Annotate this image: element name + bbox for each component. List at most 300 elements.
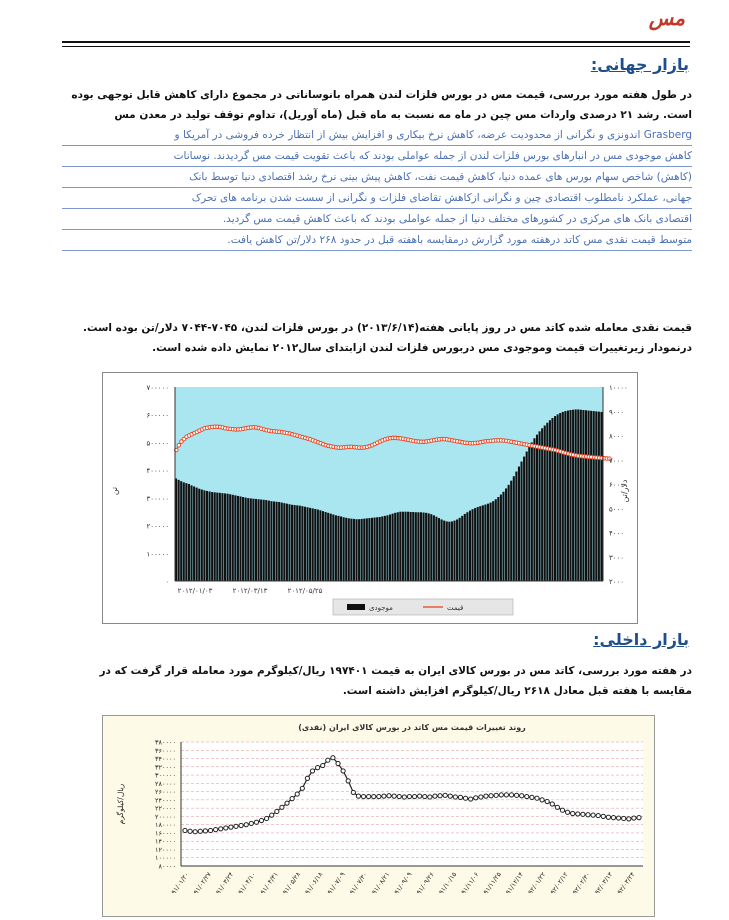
y-tick-label: ۱۶۰۰۰۰ [155, 829, 176, 838]
price-point [377, 794, 381, 798]
inventory-bar [523, 457, 525, 581]
price-point [305, 776, 309, 780]
inventory-bar [389, 514, 391, 581]
price-point [637, 816, 641, 820]
inventory-bar [258, 499, 260, 581]
y-tick-left-label: ۳۰۰۰۰۰ [146, 494, 169, 503]
price-point [275, 809, 279, 813]
inventory-bar [598, 412, 600, 581]
price-point [591, 813, 595, 817]
y-axis-title: ریال/کیلوگرم [116, 783, 125, 825]
inventory-bar [237, 496, 239, 581]
price-point [627, 817, 631, 821]
y-tick-left-label: ۱۰۰۰۰۰ [146, 550, 169, 559]
price-point [392, 794, 396, 798]
inventory-bar [239, 496, 241, 581]
price-point [402, 795, 406, 799]
inventory-bar [234, 495, 236, 581]
inventory-bar [559, 413, 561, 581]
paragraph-line: کاهش موجودی مس در انبارهای بورس فلزات لندن از جمله عواملی بودند که باعث تقویت قیمت مس گردیدند. نوسانات [62, 146, 692, 167]
x-tick-label: ۹۲/۰۲/۱۲ [548, 870, 570, 896]
x-tick-label: ۹۱/۰۹/۰۹ [392, 870, 414, 896]
y-tick-label: ۲۲۰۰۰۰ [155, 804, 176, 813]
price-point [489, 794, 493, 798]
y-tick-label: ۲۸۰۰۰۰ [155, 779, 176, 788]
inventory-bar [505, 488, 507, 581]
inventory-bar [536, 435, 538, 581]
y-tick-right-label: ۱۰۰۰۰ [609, 384, 628, 392]
inventory-bar [180, 481, 182, 581]
price-point [550, 802, 554, 806]
plot-area [181, 742, 643, 866]
price-point [326, 758, 330, 762]
inventory-bar [441, 519, 443, 581]
price-point [438, 794, 442, 798]
price-point [259, 818, 263, 822]
x-tick-label: ۹۱/۰۱/۲۰ [169, 870, 191, 896]
inventory-bar [314, 509, 316, 581]
world-market-paragraph-blue [62, 105, 692, 251]
price-point [341, 769, 345, 773]
inventory-bar [394, 513, 396, 581]
inventory-bar [183, 482, 185, 581]
inventory-bar [214, 492, 216, 581]
inventory-bar [299, 506, 301, 581]
inventory-bar [325, 512, 327, 581]
x-tick-label: ۹۲/۰۳/۱۳ [593, 870, 615, 896]
inventory-bar [466, 512, 468, 581]
inventory-bar [386, 515, 388, 581]
inventory-bar [588, 411, 590, 581]
inventory-bar [435, 517, 437, 581]
x-tick-label: ۹۱/۰۴/۳۱ [258, 870, 280, 896]
inventory-bar [242, 497, 244, 581]
inventory-bar [203, 490, 205, 581]
x-tick-label: ۹۱/۰۴/۱۰ [236, 870, 258, 896]
domestic-market-paragraph [62, 661, 692, 701]
price-point [540, 798, 544, 802]
y-tick-label: ۱۴۰۰۰۰ [155, 837, 176, 846]
inventory-bar [306, 507, 308, 581]
inventory-bar [438, 518, 440, 581]
price-point [428, 795, 432, 799]
inventory-bar [590, 411, 592, 581]
inventory-bar [572, 410, 574, 581]
inventory-bar [255, 499, 257, 581]
y-tick-label: ۲۶۰۰۰۰ [155, 788, 176, 797]
price-point [234, 824, 238, 828]
inventory-bar [322, 511, 324, 581]
inventory-bar [247, 498, 249, 581]
inventory-bar [270, 501, 272, 581]
inventory-bar [229, 494, 231, 581]
price-point [433, 794, 437, 798]
price-point [596, 813, 600, 817]
chart-title: روند تغییرات قیمت مس کاتد در بورس کالای ایران (نقدی) [298, 723, 526, 732]
inventory-bar [317, 510, 319, 582]
y-axis-left-title: تن [110, 486, 119, 496]
inventory-bar [531, 442, 533, 581]
price-point [514, 793, 518, 797]
inventory-bar [276, 502, 278, 581]
y-tick-label: ۱۸۰۰۰۰ [155, 821, 176, 830]
inventory-bar [459, 518, 461, 581]
y-tick-right-label: ۶۰۰۰ [609, 481, 625, 489]
inventory-bar [472, 509, 474, 581]
price-point [453, 795, 457, 799]
inventory-bar [474, 508, 476, 581]
y-tick-label: ۳۸۰۰۰۰ [155, 738, 176, 747]
domestic-market-heading: بازار داخلی: [593, 630, 689, 649]
x-tick-label: ۲۰۱۲/۰۱/۰۳ [177, 587, 213, 595]
inventory-bar [312, 508, 314, 581]
inventory-bar [417, 512, 419, 581]
x-tick-label: ۲۰۱۲/۰۳/۱۳ [232, 587, 268, 595]
price-point [601, 814, 605, 818]
inventory-bar [399, 512, 401, 581]
x-tick-label: ۹۱/۰۳/۲۴ [214, 870, 236, 896]
price-point [198, 829, 202, 833]
legend-label-inventory: موجودی [369, 604, 393, 612]
inventory-bar [353, 519, 355, 581]
inventory-bar [340, 516, 342, 581]
price-point [581, 812, 585, 816]
ime-price-chart [102, 715, 655, 917]
inventory-bar [252, 499, 254, 581]
price-point [361, 794, 365, 798]
y-tick-right-label: ۸۰۰۰ [609, 432, 625, 441]
inventory-bar [562, 412, 564, 581]
price-point [504, 793, 508, 797]
y-tick-label: ۸۰۰۰۰ [158, 862, 176, 871]
inventory-bar [178, 480, 180, 581]
lme-price-inventory-chart [102, 372, 638, 624]
inventory-bar [335, 515, 337, 581]
price-point [632, 816, 636, 820]
price-point [474, 796, 478, 800]
inventory-bar [520, 462, 522, 581]
paragraph-line: اقتصادی بانک های مرکزی در کشورهای مختلف دنیا از جمله عواملی بودند که باعث کاهش قیمت مس گردید. [62, 209, 692, 230]
price-point [407, 794, 411, 798]
y-tick-right-label: ۷۰۰۰ [609, 456, 625, 465]
inventory-bar [190, 485, 192, 581]
price-point [244, 823, 248, 827]
inventory-bar [374, 518, 376, 581]
inventory-bar [330, 514, 332, 581]
price-point [606, 815, 610, 819]
inventory-bar [245, 498, 247, 581]
inventory-bar [420, 512, 422, 581]
y-tick-left-label: ۰ [165, 578, 169, 586]
price-point [443, 793, 447, 797]
inventory-bar [196, 488, 198, 581]
price-point [203, 829, 207, 833]
paragraph-line: متوسط قیمت نقدی مس کاتد درهفته مورد گزارش درمقایسه باهفته قبل در حدود ۲۶۸ دلار/تن کاهش یافت. [62, 230, 692, 251]
price-point [193, 830, 197, 834]
x-tick-label: ۹۱/۰۶/۱۸ [303, 870, 325, 896]
x-tick-label: ۹۱/۱۲/۱۴ [504, 870, 526, 896]
inventory-bar [273, 501, 275, 581]
inventory-bar [281, 503, 283, 581]
inventory-bar [582, 410, 584, 581]
inventory-bar [430, 514, 432, 581]
y-tick-left-label: ۵۰۰۰۰۰ [146, 439, 169, 448]
inventory-bar [477, 507, 479, 581]
inventory-bar [296, 505, 298, 581]
inventory-bar [224, 493, 226, 581]
inventory-bar [580, 410, 582, 581]
y-tick-right-label: ۳۰۰۰ [609, 553, 625, 562]
price-point [423, 794, 427, 798]
y-tick-label: ۱۰۰۰۰۰ [155, 854, 176, 863]
inventory-bar [528, 447, 530, 581]
inventory-bar [551, 418, 553, 581]
price-point [545, 799, 549, 803]
inventory-bar [206, 491, 208, 581]
inventory-bar [453, 521, 455, 581]
inventory-bar [526, 452, 528, 581]
inventory-bar [185, 483, 187, 581]
price-point [229, 825, 233, 829]
y-tick-left-label: ۴۰۰۰۰۰ [146, 467, 169, 476]
inventory-bar [448, 522, 450, 581]
price-point [270, 813, 274, 817]
price-point [183, 828, 187, 832]
inventory-bar [482, 505, 484, 581]
chart-intro-line: درنمودار زیرتغییرات قیمت وموجودی مس دربورس فلزات لندن ازابتدای سال۲۰۱۲ نمایش داده شده است. [152, 342, 692, 354]
inventory-bar [201, 490, 203, 581]
inventory-bar [446, 521, 448, 581]
price-point [280, 805, 284, 809]
inventory-bar [492, 501, 494, 581]
inventory-bar [260, 500, 262, 581]
price-point [219, 827, 223, 831]
y-tick-label: ۳۰۰۰۰۰ [155, 771, 176, 780]
inventory-bar [490, 503, 492, 581]
price-point [509, 793, 513, 797]
inventory-bar [428, 513, 430, 581]
inventory-bar [554, 416, 556, 581]
inventory-bar [286, 504, 288, 581]
price-point [295, 792, 299, 796]
y-tick-label: ۱۲۰۰۰۰ [155, 845, 176, 854]
price-point [249, 821, 253, 825]
price-point [469, 797, 473, 801]
inventory-bar [268, 501, 270, 581]
inventory-bar [384, 516, 386, 581]
inventory-bar [319, 510, 321, 581]
inventory-bar [541, 428, 543, 581]
page-title: مس [648, 6, 685, 30]
inventory-bar [456, 519, 458, 581]
inventory-bar [278, 502, 280, 581]
legend-swatch-inventory [347, 604, 365, 610]
inventory-bar [585, 410, 587, 581]
inventory-bar [497, 497, 499, 581]
inventory-bar [461, 516, 463, 581]
price-paragraph [62, 318, 692, 358]
inventory-bar [425, 513, 427, 581]
inventory-bar [309, 508, 311, 581]
inventory-bar [250, 498, 252, 581]
paragraph-line: Grasberg اندونزی و نگرانی از محدودیت عرضه، کاهش نرخ بیکاری و افزایش بیش از انتظار خرده فروشی در آمریکا و [62, 125, 692, 146]
price-point [576, 812, 580, 816]
price-point [565, 810, 569, 814]
price-point [254, 820, 258, 824]
inventory-bar [518, 467, 520, 581]
price-point [622, 816, 626, 820]
inventory-bar [283, 503, 285, 581]
inventory-bar [263, 500, 265, 581]
inventory-bar [412, 512, 414, 581]
price-point [499, 793, 503, 797]
price-point [617, 816, 621, 820]
x-tick-label: ۹۲/۰۳/۲۴ [615, 870, 637, 896]
price-point [555, 805, 559, 809]
y-tick-left-label: ۷۰۰۰۰۰ [146, 384, 169, 392]
inventory-bar [533, 438, 535, 581]
inventory-bar [500, 495, 502, 581]
inventory-bar [209, 491, 211, 581]
inventory-bar [410, 512, 412, 581]
inventory-bar [361, 519, 363, 581]
inventory-bar [368, 518, 370, 581]
price-point [336, 761, 340, 765]
price-point [494, 793, 498, 797]
x-tick-label: ۹۱/۱۱/۲۵ [481, 870, 503, 896]
inventory-bar [288, 504, 290, 581]
inventory-bar [513, 476, 515, 581]
inventory-bar [193, 486, 195, 581]
inventory-bar [348, 518, 350, 581]
price-point [412, 794, 416, 798]
inventory-bar [515, 472, 517, 581]
inventory-bar [337, 516, 339, 581]
inventory-bar [595, 411, 597, 581]
price-point [310, 769, 314, 773]
inventory-bar [479, 506, 481, 581]
paragraph-line: است. رشد ۲۱ درصدی واردات مس چین در ماه مه نسبت به ماه قبل (ماه آوریل)، تداوم توقف تولید در معدن مس [114, 109, 692, 121]
price-point [586, 813, 590, 817]
inventory-bar [381, 516, 383, 581]
x-tick-label: ۹۲/۰۱/۲۲ [526, 870, 548, 896]
y-tick-right-label: ۵۰۰۰ [609, 505, 625, 514]
inventory-bar [355, 519, 357, 581]
inventory-bar [484, 505, 486, 581]
lme-chart-svg [103, 373, 637, 623]
x-tick-label: ۹۱/۰۵/۲۸ [281, 870, 303, 896]
world-market-heading: بازار جهانی: [590, 55, 689, 74]
inventory-bar [188, 484, 190, 581]
price-point [535, 796, 539, 800]
y-tick-left-label: ۶۰۰۰۰۰ [146, 411, 169, 420]
inventory-bar [219, 493, 221, 581]
price-point [520, 794, 524, 798]
inventory-bar [232, 495, 234, 581]
x-tick-label: ۹۱/۱۱/۰۶ [459, 870, 481, 896]
y-tick-label: ۲۴۰۰۰۰ [155, 796, 176, 805]
inventory-bar [392, 514, 394, 581]
paragraph-line: مقایسه با هفته قبل معادل ۲۶۱۸ ریال/کیلوگرم افزایش داشته است. [342, 685, 692, 697]
x-tick-label: ۹۱/۰۷/۳۰ [347, 870, 370, 896]
price-line: قیمت نقدی معامله شده کاتد مس در روز پایانی هفته(۲۰۱۳/۶/۱۴) در بورس فلزات لندن، ۷۰۴۵-۷۰۴۴ دلار/تن بوده است. [82, 322, 692, 334]
header-divider-thin [62, 46, 690, 47]
price-point [458, 795, 462, 799]
price-point [351, 790, 355, 794]
inventory-bar [577, 409, 579, 581]
inventory-bar [495, 499, 497, 581]
inventory-bar [198, 489, 200, 581]
y-tick-label: ۳۴۰۰۰۰ [155, 755, 176, 764]
inventory-bar [291, 505, 293, 581]
inventory-bar [423, 513, 425, 581]
ime-chart-svg [103, 716, 654, 916]
inventory-bar [345, 518, 347, 581]
y-tick-right-label: ۲۰۰۰ [609, 578, 625, 586]
x-tick-label: ۲۰۱۲/۰۵/۲۵ [287, 587, 323, 595]
inventory-bar [371, 518, 373, 581]
inventory-bar [575, 409, 577, 581]
inventory-bar [227, 494, 229, 581]
inventory-bar [415, 512, 417, 581]
inventory-bar [557, 414, 559, 581]
price-point [571, 811, 575, 815]
paragraph-line: (کاهش) شاخص سهام بورس های عمده دنیا، کاهش قیمت نفت، کاهش پیش بینی نرخ رشد اقتصادی دنیا توسط بانک [62, 167, 692, 188]
inventory-bar [404, 512, 406, 581]
inventory-bar [508, 485, 510, 581]
inventory-bar [564, 411, 566, 581]
x-tick-label: ۹۱/۰۸/۲۱ [370, 870, 392, 896]
inventory-bar [567, 411, 569, 581]
inventory-bar [221, 493, 223, 581]
x-tick-label: ۹۱/۰۹/۲۶ [414, 870, 436, 896]
price-point [224, 826, 228, 830]
inventory-bar [600, 412, 602, 581]
world-market-paragraph [62, 85, 692, 105]
y-tick-left-label: ۲۰۰۰۰۰ [146, 522, 169, 531]
price-point [560, 808, 564, 812]
inventory-bar [469, 511, 471, 581]
paragraph-line: در طول هفته مورد بررسی، قیمت مس در بورس فلزات لندن همراه بانوساناتی در مجموع دارای کاهش قابل توجهی بوده [71, 89, 692, 101]
price-point [530, 795, 534, 799]
y-tick-label: ۳۲۰۰۰۰ [155, 763, 176, 772]
inventory-bar [294, 505, 296, 581]
inventory-bar [402, 512, 404, 581]
inventory-bar [216, 493, 218, 581]
price-point [367, 794, 371, 798]
price-point [611, 816, 615, 820]
price-point [316, 766, 320, 770]
price-point [265, 816, 269, 820]
price-point [214, 828, 218, 832]
price-point [387, 794, 391, 798]
paragraph-line: در هفته مورد بررسی، کاتد مس در بورس کالای ایران به قیمت ۱۹۷۴۰۱ ریال/کیلوگرم مورد معامله قرار گرفت که در [99, 665, 692, 677]
x-tick-label: ۹۱/۱۰/۱۵ [437, 870, 459, 896]
price-point [397, 794, 401, 798]
y-tick-right-label: ۹۰۰۰ [609, 408, 625, 417]
y-tick-label: ۲۰۰۰۰۰ [155, 812, 176, 821]
header-divider [62, 41, 690, 43]
paragraph-line: جهانی، عملکرد نامطلوب اقتصادی چین و نگرانی ازکاهش تقاضای فلزات و نگرانی از سست شدن برنامه های تحرک [62, 188, 692, 209]
inventory-bar [366, 518, 368, 581]
inventory-bar [593, 411, 595, 581]
price-point [239, 823, 243, 827]
x-tick-label: ۹۱/۰۷/۰۹ [325, 870, 347, 896]
price-point [208, 828, 212, 832]
inventory-bar [332, 514, 334, 581]
inventory-bar [433, 515, 435, 581]
y-tick-right-label: ۴۰۰۰ [609, 529, 625, 538]
